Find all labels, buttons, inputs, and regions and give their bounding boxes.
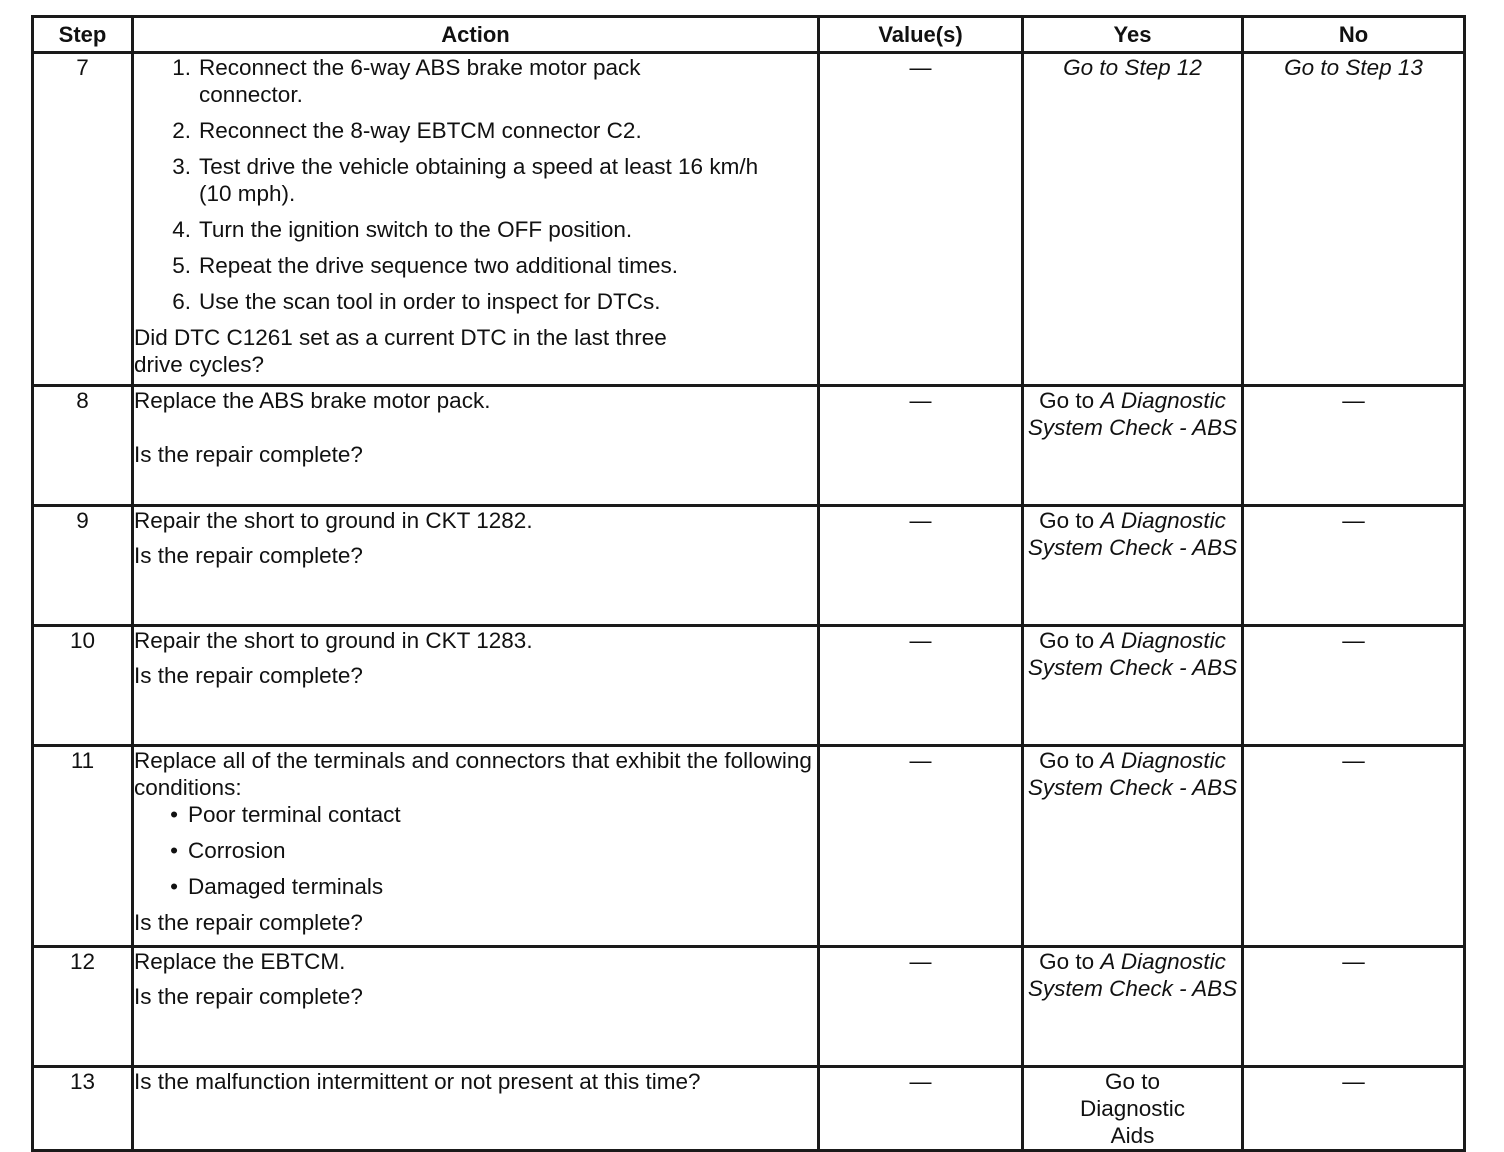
question-text: Is the repair complete? — [134, 543, 363, 568]
list-item: 6. Use the scan tool in order to inspect for DTCs. — [172, 289, 661, 314]
table-row-step-10 — [33, 626, 1465, 746]
table-row-step-13 — [33, 1067, 1465, 1151]
action-text: Repair the short to ground in CKT 1283. — [134, 628, 533, 653]
action-text: Repair the short to ground in CKT 1282. — [134, 508, 533, 533]
bullet-list — [134, 801, 817, 900]
no-cell: — — [1243, 386, 1465, 506]
yes-link[interactable]: A Diagnostic System Check - ABS — [1027, 748, 1238, 800]
question-text: Did DTC C1261 set as a current DTC in the last three drive cycles? — [134, 325, 667, 377]
step-number: 9 — [33, 506, 133, 626]
header-values: Value(s) — [819, 17, 1023, 53]
step-number: 10 — [33, 626, 133, 746]
yes-cell — [1023, 626, 1243, 746]
value-cell: — — [819, 746, 1023, 947]
action-cell — [133, 746, 819, 947]
list-item: 2. Reconnect the 8-way EBTCM connector C2. — [172, 118, 642, 143]
list-item: • Damaged terminals — [170, 874, 384, 899]
value-cell: — — [819, 626, 1023, 746]
question-text: Is the malfunction intermittent or not present at this time? — [134, 1069, 701, 1094]
value-cell: — — [819, 1067, 1023, 1151]
step-number: 12 — [33, 947, 133, 1067]
header-no: No — [1243, 17, 1465, 53]
yes-cell — [1023, 386, 1243, 506]
yes-link[interactable]: A Diagnostic System Check - ABS — [1027, 949, 1238, 1001]
no-cell: — — [1243, 506, 1465, 626]
list-item: • Poor terminal contact — [170, 802, 401, 827]
action-cell — [133, 626, 819, 746]
action-cell — [133, 53, 819, 386]
table-row-step-9 — [33, 506, 1465, 626]
header-action: Action — [133, 17, 819, 53]
table-row-step-11 — [33, 746, 1465, 947]
no-cell: — — [1243, 746, 1465, 947]
action-cell — [133, 947, 819, 1067]
action-text: Replace the EBTCM. — [134, 949, 346, 974]
step-number: 11 — [33, 746, 133, 947]
action-cell — [133, 386, 819, 506]
yes-link[interactable]: A Diagnostic System Check - ABS — [1027, 628, 1238, 680]
list-item: 5. Repeat the drive sequence two additional times. — [172, 253, 679, 278]
no-cell: — — [1243, 626, 1465, 746]
question-text: Is the repair complete? — [134, 663, 363, 688]
yes-prefix: Go to — [1039, 388, 1095, 413]
numbered-list — [134, 54, 817, 315]
step-number: 13 — [33, 1067, 133, 1151]
action-cell — [133, 506, 819, 626]
list-item: 3. Test drive the vehicle obtaining a speed at least 16 km/h (10 mph). — [172, 154, 759, 206]
value-cell: — — [819, 53, 1023, 386]
action-text: Replace the ABS brake motor pack. — [134, 388, 491, 413]
no-cell: — — [1243, 1067, 1465, 1151]
yes-prefix: Go to — [1039, 949, 1095, 974]
yes-prefix: Go to — [1039, 628, 1095, 653]
list-item: 1. Reconnect the 6-way ABS brake motor pack connector. — [172, 55, 641, 107]
table-row-step-7 — [33, 53, 1465, 386]
header-row — [33, 17, 1465, 53]
yes-cell — [1023, 947, 1243, 1067]
table-row-step-8 — [33, 386, 1465, 506]
yes-link[interactable]: A Diagnostic System Check - ABS — [1027, 388, 1238, 440]
yes-cell — [1023, 746, 1243, 947]
action-cell — [133, 1067, 819, 1151]
yes-link[interactable]: Go to Diagnostic Aids — [1023, 1067, 1243, 1151]
no-link[interactable]: Go to Step 13 — [1243, 53, 1465, 386]
step-number: 8 — [33, 386, 133, 506]
table-row-step-12 — [33, 947, 1465, 1067]
yes-link[interactable]: A Diagnostic System Check - ABS — [1027, 508, 1238, 560]
value-cell: — — [819, 506, 1023, 626]
action-text: Replace all of the terminals and connectors that exhibit the following conditions: — [134, 748, 812, 800]
diagnostic-table — [31, 15, 1466, 1152]
yes-prefix: Go to — [1039, 748, 1095, 773]
value-cell: — — [819, 947, 1023, 1067]
value-cell: — — [819, 386, 1023, 506]
question-text: Is the repair complete? — [134, 442, 363, 467]
step-number: 7 — [33, 53, 133, 386]
yes-prefix: Go to — [1039, 508, 1095, 533]
header-step: Step — [33, 17, 133, 53]
yes-cell — [1023, 506, 1243, 626]
question-text: Is the repair complete? — [134, 910, 363, 935]
question-text: Is the repair complete? — [134, 984, 363, 1009]
list-item: 4. Turn the ignition switch to the OFF position. — [172, 217, 633, 242]
yes-link[interactable]: Go to Step 12 — [1023, 53, 1243, 386]
header-yes: Yes — [1023, 17, 1243, 53]
list-item: • Corrosion — [170, 838, 286, 863]
no-cell: — — [1243, 947, 1465, 1067]
